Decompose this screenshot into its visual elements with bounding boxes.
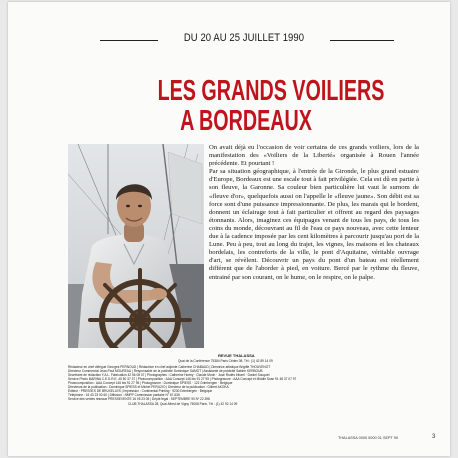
article-paragraph-1: On avait déjà eu l'occasion de voir certains de ces grands voiliers, lors de la manifestation des «Voiliers de la Liberté» organisée à Rouen l'année précédente. Et pourtant ! bbox=[209, 144, 419, 168]
magazine-page bbox=[8, 2, 450, 456]
masthead-line: Service des ventes réseaux PRESSEVENTE 16 05 23 05 | Dépôt légal : SEPTEMBRE 90 Nº 22.398 bbox=[68, 397, 210, 401]
page-number: 3 bbox=[432, 434, 436, 440]
masthead-line: CLUB THALASSA 28, Quai Alfred de Vigny 75008 Paris. Tél : (1) 42 92 14 09 bbox=[128, 402, 238, 406]
masthead-line: Directeur Commercial Jean-Paul MOUREAU | Responsable de la publicité Dominique SAMOT | Assistante de publicité Sabine KERBOUB bbox=[68, 369, 263, 373]
masthead-line: Téléphone : 16 43 23 00 60 | Diffusion : NMPP Commission paritaire N° 67-636 bbox=[68, 393, 180, 397]
masthead-address: Quai de la Conférence 75384 Paris Cédex 08. Tél : (1) 42 89 14 09 bbox=[178, 359, 273, 363]
masthead-line: Secrétaire de rédaction Y.A.L. Fabrication 42 56 08 07 | Photographes : Catherine Hoeny · Claude Morin · José Rodés Iribarri · Daniel Souquet bbox=[68, 373, 270, 377]
header-rule-right bbox=[330, 40, 394, 41]
masthead-name: REVUE THALASSA bbox=[218, 353, 255, 358]
article-paragraph-2: Par sa situation géographique, à l'entrée de la Gironde, le plus grand estuaire d'Europe, Bordeaux est une escale tout à fait privilégiée. Cela est dû en partie à son fleuve, la Garonne. Sa couleur bien particulière lui vaut le surnom de «fleuve d'or», quelquefois aussi on l'appelle le «fleuve jaune». Son débit est sa force sont d'une puissance impressionnante. De plus, les marais qui le bordent, donnent un éclairage tout à fait particulier et offrent au regard des paysages étonnants. Alors, imaginez ces équipages venant de tous les pays, de tous les coins du monde, découvrant au fil de l'eau ce pays nouveau, avec cette lenteur due à la cadence imposée par les cent kilomètres à parcourir jusqu'au port de la Lune. Peu à peu, tout au long du trajet, les vignes, les maisons et les chateaux bordelais, les contreforts de la ville, le pont d'Aquitaine, véritable ouvrage d'art, se révèlent. Découvrir un pays du pont d'un bateau est réellement différent que de l'aborder à pied, en voiture. Bercé par le rythme du fleuve, entrainé par son courant, on le hume, on le respire, on le palpe. bbox=[209, 168, 419, 281]
article-title-line-2: A BORDEAUX bbox=[180, 105, 312, 137]
masthead-line: Éditeur : PRESSES DE BRUXELLES | Impression : Continental Printing · 9230 Drimbergen · Belgique bbox=[68, 389, 213, 393]
sailor-at-ship-wheel-photo bbox=[68, 144, 204, 348]
footer-code: THALASSA 0000 0000 01 SEPT 90 bbox=[338, 436, 399, 440]
masthead-line: Photocomposition : AAA Concept 146 bis 91 27 95 | Photogravure : Dominique SPIESS · 122 Grimbergen · Belgique bbox=[68, 381, 233, 385]
article-title-line-1: LES GRANDS VOILIERS bbox=[157, 75, 385, 107]
header-rule-left bbox=[100, 40, 158, 41]
event-date: DU 20 AU 25 JUILLET 1990 bbox=[183, 32, 305, 44]
masthead-line: Directeurs de la publication : Dominique SPIESS et Michel PERUZIO | Directeur de la publication : Gilbert AKOKA bbox=[68, 385, 229, 389]
masthead-line: Service Photo MARINA C.E.D.R.E. 45 50 37 37 | Photocomposition : AAA Concept 146 bis 91 27 95 | Photogravure : AAA Concept et Middle Scan 91 48 37 07 97 bbox=[68, 377, 297, 381]
article-body bbox=[209, 144, 419, 282]
masthead-line: Rédacteur en chef délégué Georges PERNOUD | Rédactrice en chef adjointe Catherine CHABAUD | Directrice artistique Brigitte THOUVENOT bbox=[68, 365, 271, 369]
